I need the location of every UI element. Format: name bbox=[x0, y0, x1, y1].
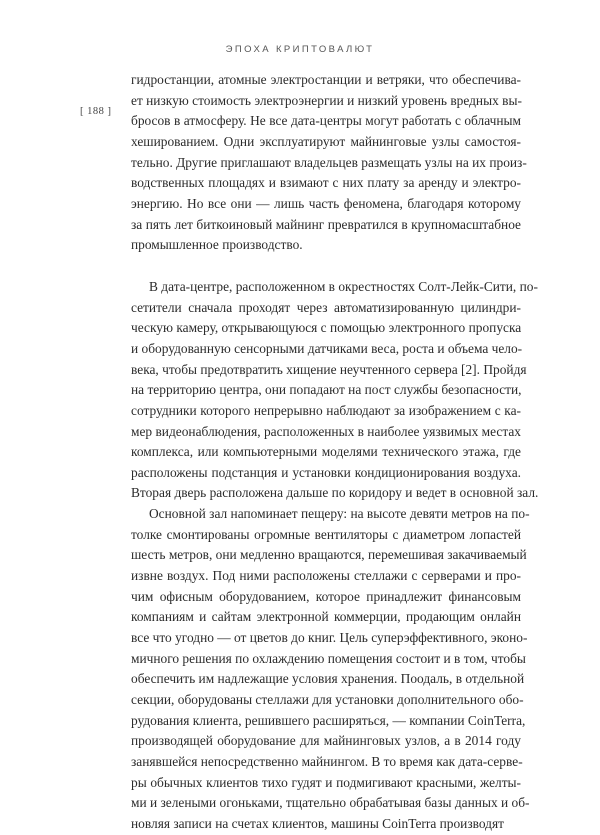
paragraph-2 bbox=[131, 277, 539, 504]
text-line: хешированием. Одни эксплуатируют майнинговые узлы самостоя- bbox=[131, 133, 521, 149]
text-line: сотрудники которого непрерывно наблюдают за изображением с ка- bbox=[131, 402, 521, 418]
text-line: ми и зелеными огоньками, тщательно обрабатывая базы данных и об- bbox=[131, 795, 530, 811]
text-line: и оборудованную сенсорными датчиками веса, роста и объема чело- bbox=[131, 340, 523, 356]
text-line: секции, оборудованы стеллажи для установки дополнительного обо- bbox=[131, 692, 524, 708]
text-line: мичного решения по охлаждению помещения состоит и в том, чтобы bbox=[131, 650, 526, 666]
text-line: компаниям и сайтам электронной коммерции, продающим онлайн bbox=[131, 609, 521, 625]
paragraph-gap bbox=[131, 256, 521, 277]
text-line: мер видеонаблюдения, расположенных в наиболее уязвимых местах bbox=[131, 423, 521, 439]
text-line: промышленное производство. bbox=[131, 237, 303, 253]
text-line: энергию. Но все они — лишь часть феномена, благодаря которому bbox=[131, 195, 521, 211]
text-line: Основной зал напоминает пещеру: на высоте девяти метров на по- bbox=[149, 506, 530, 522]
text-line: новляя записи на счетах клиентов, машины CoinTerra производят bbox=[131, 815, 504, 831]
text-line: водственных площадях и взимают с них плату за аренду и электро- bbox=[131, 175, 521, 191]
text-line: расположены подстанция и установки кондиционирования воздуха. bbox=[131, 464, 521, 480]
text-line: гидростанции, атомные электростанции и ветряки, что обеспечива- bbox=[131, 72, 521, 87]
text-line: за пять лет биткоиновый майнинг превратился в крупномасштабное bbox=[131, 216, 521, 232]
text-line: ческую камеру, открывающуюся с помощью электронного пропуска bbox=[131, 320, 522, 336]
paragraph-1 bbox=[131, 70, 527, 256]
text-line: комплекса, или компьютерными моделями технического этажа, где bbox=[131, 444, 521, 460]
text-line: шесть метров, они медленно вращаются, перемешивая закачиваемый bbox=[131, 547, 527, 563]
text-line: ет низкую стоимость электроэнергии и низкий уровень вредных вы- bbox=[131, 92, 522, 108]
text-line: чим офисным оборудованием, которое принадлежит финансовым bbox=[131, 588, 521, 604]
running-head: ЭПОХА КРИПТОВАЛЮТ bbox=[225, 44, 375, 55]
body-text bbox=[131, 70, 539, 835]
text-line: все что угодно — от цветов до книг. Цель суперэффективного, эконо- bbox=[131, 630, 528, 646]
text-line: толке смонтированы огромные вентиляторы с диаметром лопастей bbox=[131, 526, 521, 542]
text-line: ры обычных клиентов тихо гудят и подмигивают красными, желты- bbox=[131, 774, 521, 790]
paragraph-3 bbox=[131, 504, 530, 835]
text-line: тельно. Другие приглашают владельцев размещать узлы на их произ- bbox=[131, 154, 527, 170]
text-line: бросов в атмосферу. Не все дата-центры могут работать с облачным bbox=[131, 113, 521, 129]
text-line: Вторая дверь расположена дальше по коридору и ведет в основной зал. bbox=[131, 485, 539, 501]
text-line: В дата-центре, расположенном в окрестностях Солт-Лейк-Сити, по- bbox=[149, 278, 538, 294]
text-line: обеспечить им надлежащие условия хранения. Поодаль, в отдельной bbox=[131, 671, 525, 687]
text-line: века, чтобы предотвратить хищение неучтенного сервера [2]. Пройдя bbox=[131, 361, 527, 377]
page-number: [ 188 ] bbox=[80, 106, 112, 117]
text-line: сетители сначала проходят через автоматизированную цилиндри- bbox=[131, 299, 521, 315]
text-line: извне воздух. Под ними расположены стеллажи с серверами и про- bbox=[131, 568, 521, 584]
text-line: рудования клиента, решившего расширяться, — компании CoinTerra, bbox=[131, 712, 526, 728]
text-line: производящей оборудование для майнинговых узлов, а в 2014 году bbox=[131, 733, 521, 749]
text-line: занявшейся непосредственно майнингом. В то время как дата-серве- bbox=[131, 754, 523, 769]
text-line: на территорию центра, они попадают на пост службы безопасности, bbox=[131, 382, 522, 398]
